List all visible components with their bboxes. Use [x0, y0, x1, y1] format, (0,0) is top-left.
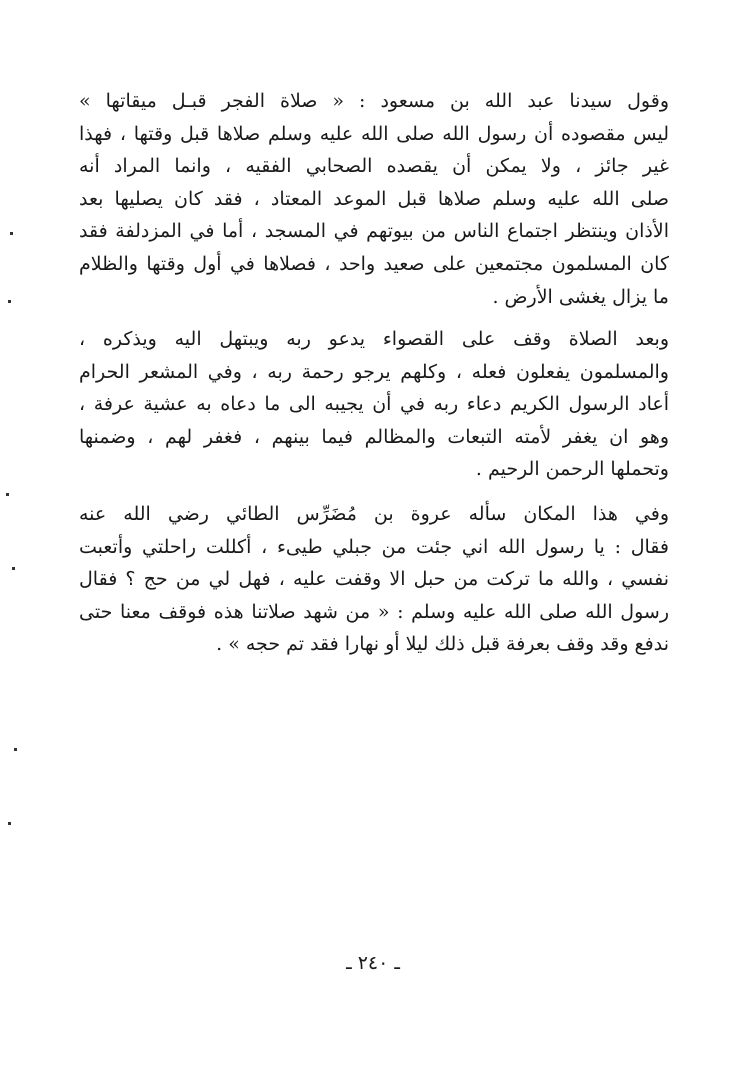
- text-line: نفسي ، والله ما تركت من حبل الا وقفت عليه ، فهل لي من حج ؟ فقال: [79, 568, 669, 591]
- scan-speck: [12, 567, 15, 570]
- text-line: وفي هذا المكان سأله عروة بن مُضَرِّس الطائي رضي الله عنه: [79, 503, 669, 525]
- scan-speck: [6, 493, 9, 496]
- scan-speck: [14, 748, 17, 751]
- text-line: صلى الله عليه وسلم صلاها قبل الموعد المعتاد ، فقد كان يصليها بعد: [79, 187, 669, 210]
- scan-speck: [8, 822, 11, 825]
- text-line: الأذان وينتظر اجتماع الناس من بيوتهم في المسجد ، أما في المزدلفة فقد: [79, 220, 669, 243]
- paragraph-3: [79, 498, 669, 661]
- text-line: وهو ان يغفر لأمته التبعات والمظالم فيما بينهم ، فغفر لهم ، وضمنها: [79, 425, 669, 448]
- paragraph-1: [79, 85, 669, 313]
- text-line: ندفع وقد وقف بعرفة قبل ذلك ليلا أو نهارا فقد تم حجه » .: [216, 633, 669, 656]
- paragraph-2: [79, 323, 669, 486]
- scan-speck: [10, 232, 13, 235]
- text-line: ما يزال يغشى الأرض .: [492, 285, 669, 308]
- page-number: ـ ٢٤٠ ـ: [346, 952, 400, 974]
- text-line: وبعد الصلاة وقف على القصواء يدعو ربه ويبتهل اليه ويذكره ،: [79, 328, 669, 350]
- text-line: أعاد الرسول الكريم دعاء ربه في أن يجيبه الى ما دعاه به عشية عرفة ،: [79, 393, 669, 416]
- scan-speck: [8, 300, 11, 303]
- text-line: غير جائز ، ولا يمكن أن يقصده الصحابي الفقيه ، وانما المراد أنه: [79, 155, 669, 178]
- text-line: فقال : يا رسول الله اني جئت من جبلي طيىء ، أكللت راحلتي وأتعبت: [79, 535, 669, 558]
- text-line: رسول الله صلى الله عليه وسلم : « من شهد صلاتنا هذه فوقف معنا حتى: [79, 600, 669, 623]
- text-line: وتحملها الرحمن الرحيم .: [475, 458, 669, 481]
- text-line: والمسلمون يفعلون فعله ، وكلهم يرجو رحمة ربه ، وفي المشعر الحرام: [79, 360, 669, 383]
- text-line: وقول سيدنا عبد الله بن مسعود : « صلاة الفجر قبـل ميقاتها »: [79, 90, 669, 112]
- text-line: ليس مقصوده أن رسول الله صلى الله عليه وسلم صلاها قبل وقتها ، فهذا: [79, 122, 669, 145]
- text-line: كان المسلمون مجتمعين على صعيد واحد ، فصلاها في أول وقتها والظلام: [79, 252, 669, 275]
